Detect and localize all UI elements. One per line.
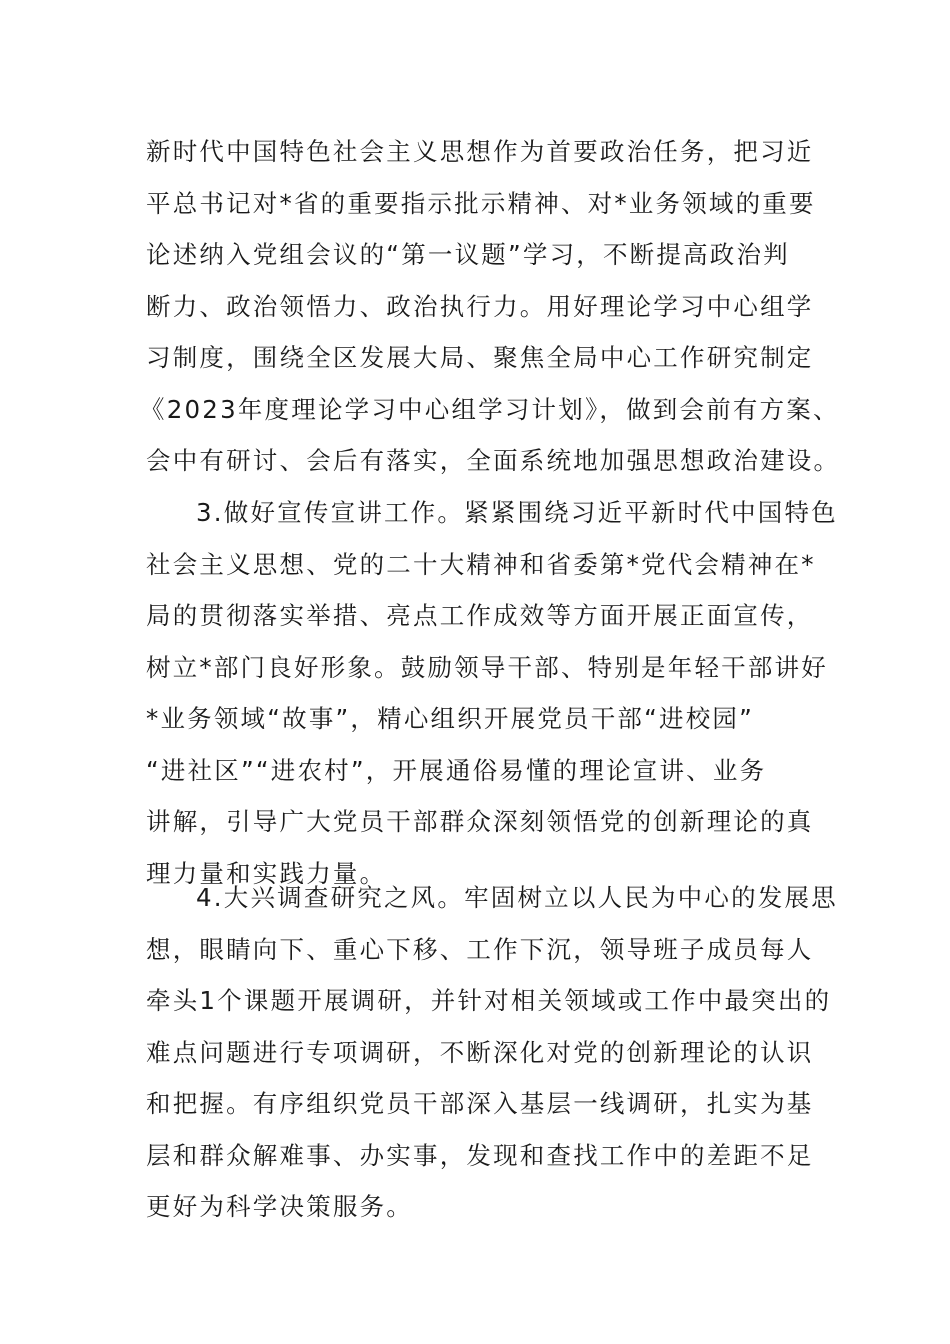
text-line: 社会主义思想、党的二十大精神和省委第*党代会精神在* [146, 549, 816, 579]
text-line: 《2023年度理论学习中心组学习计划》，做到会前有方案、 [140, 394, 840, 424]
text-line: 论述纳入党组会议的“第一议题”学习，不断提高政治判 [146, 240, 790, 269]
text-line: 习制度，围绕全区发展大局、聚焦全局中心工作研究制定 [146, 343, 814, 372]
text-line: 和把握。有序组织党员干部深入基层一线调研，扎实为基 [146, 1089, 814, 1118]
text-line: 层和群众解难事、办实事，发现和查找工作中的差距不足 [146, 1140, 814, 1170]
text-line: 树立*部门良好形象。鼓励领导干部、特别是年轻干部讲好 [146, 652, 828, 682]
text-line: 会中有研讨、会后有落实，全面系统地加强思想政治建设。 [146, 446, 841, 475]
text-line-indented: 3.做好宣传宣讲工作。紧紧围绕习近平新时代中国特色 [196, 498, 838, 527]
text-line: 局的贯彻落实举措、亮点工作成效等方面开展正面宣传， [146, 601, 814, 630]
paragraph-publicity-work [146, 487, 838, 899]
text-line: 断力、政治领悟力、政治执行力。用好理论学习中心组学 [146, 291, 814, 321]
text-line-indented: 4.大兴调查研究之风。牢固树立以人民为中心的发展思 [196, 883, 838, 912]
text-line: 更好为科学决策服务。 [146, 1192, 413, 1221]
text-line: 难点问题进行专项调研，不断深化对党的创新理论的认识 [146, 1037, 814, 1067]
text-line: “进社区”“进农村”，开展通俗易懂的理论宣讲、业务 [146, 755, 767, 785]
text-line: 想，眼睛向下、重心下移、工作下沉，领导班子成员每人 [146, 934, 814, 964]
text-line: *业务领域“故事”，精心组织开展党员干部“进校园” [146, 704, 755, 733]
text-line: 平总书记对*省的重要指示批示精神、对*业务领域的重要 [146, 188, 816, 218]
text-line: 新时代中国特色社会主义思想作为首要政治任务，把习近 [146, 137, 814, 166]
text-line: 理力量和实践力量。 [146, 858, 387, 888]
paragraph-research-work [146, 872, 838, 1233]
text-line: 讲解，引导广大党员干部群众深刻领悟党的创新理论的真 [146, 807, 814, 836]
text-line: 牵头1个课题开展调研，并针对相关领域或工作中最突出的 [146, 986, 832, 1015]
paragraph-thought-building [140, 126, 841, 487]
